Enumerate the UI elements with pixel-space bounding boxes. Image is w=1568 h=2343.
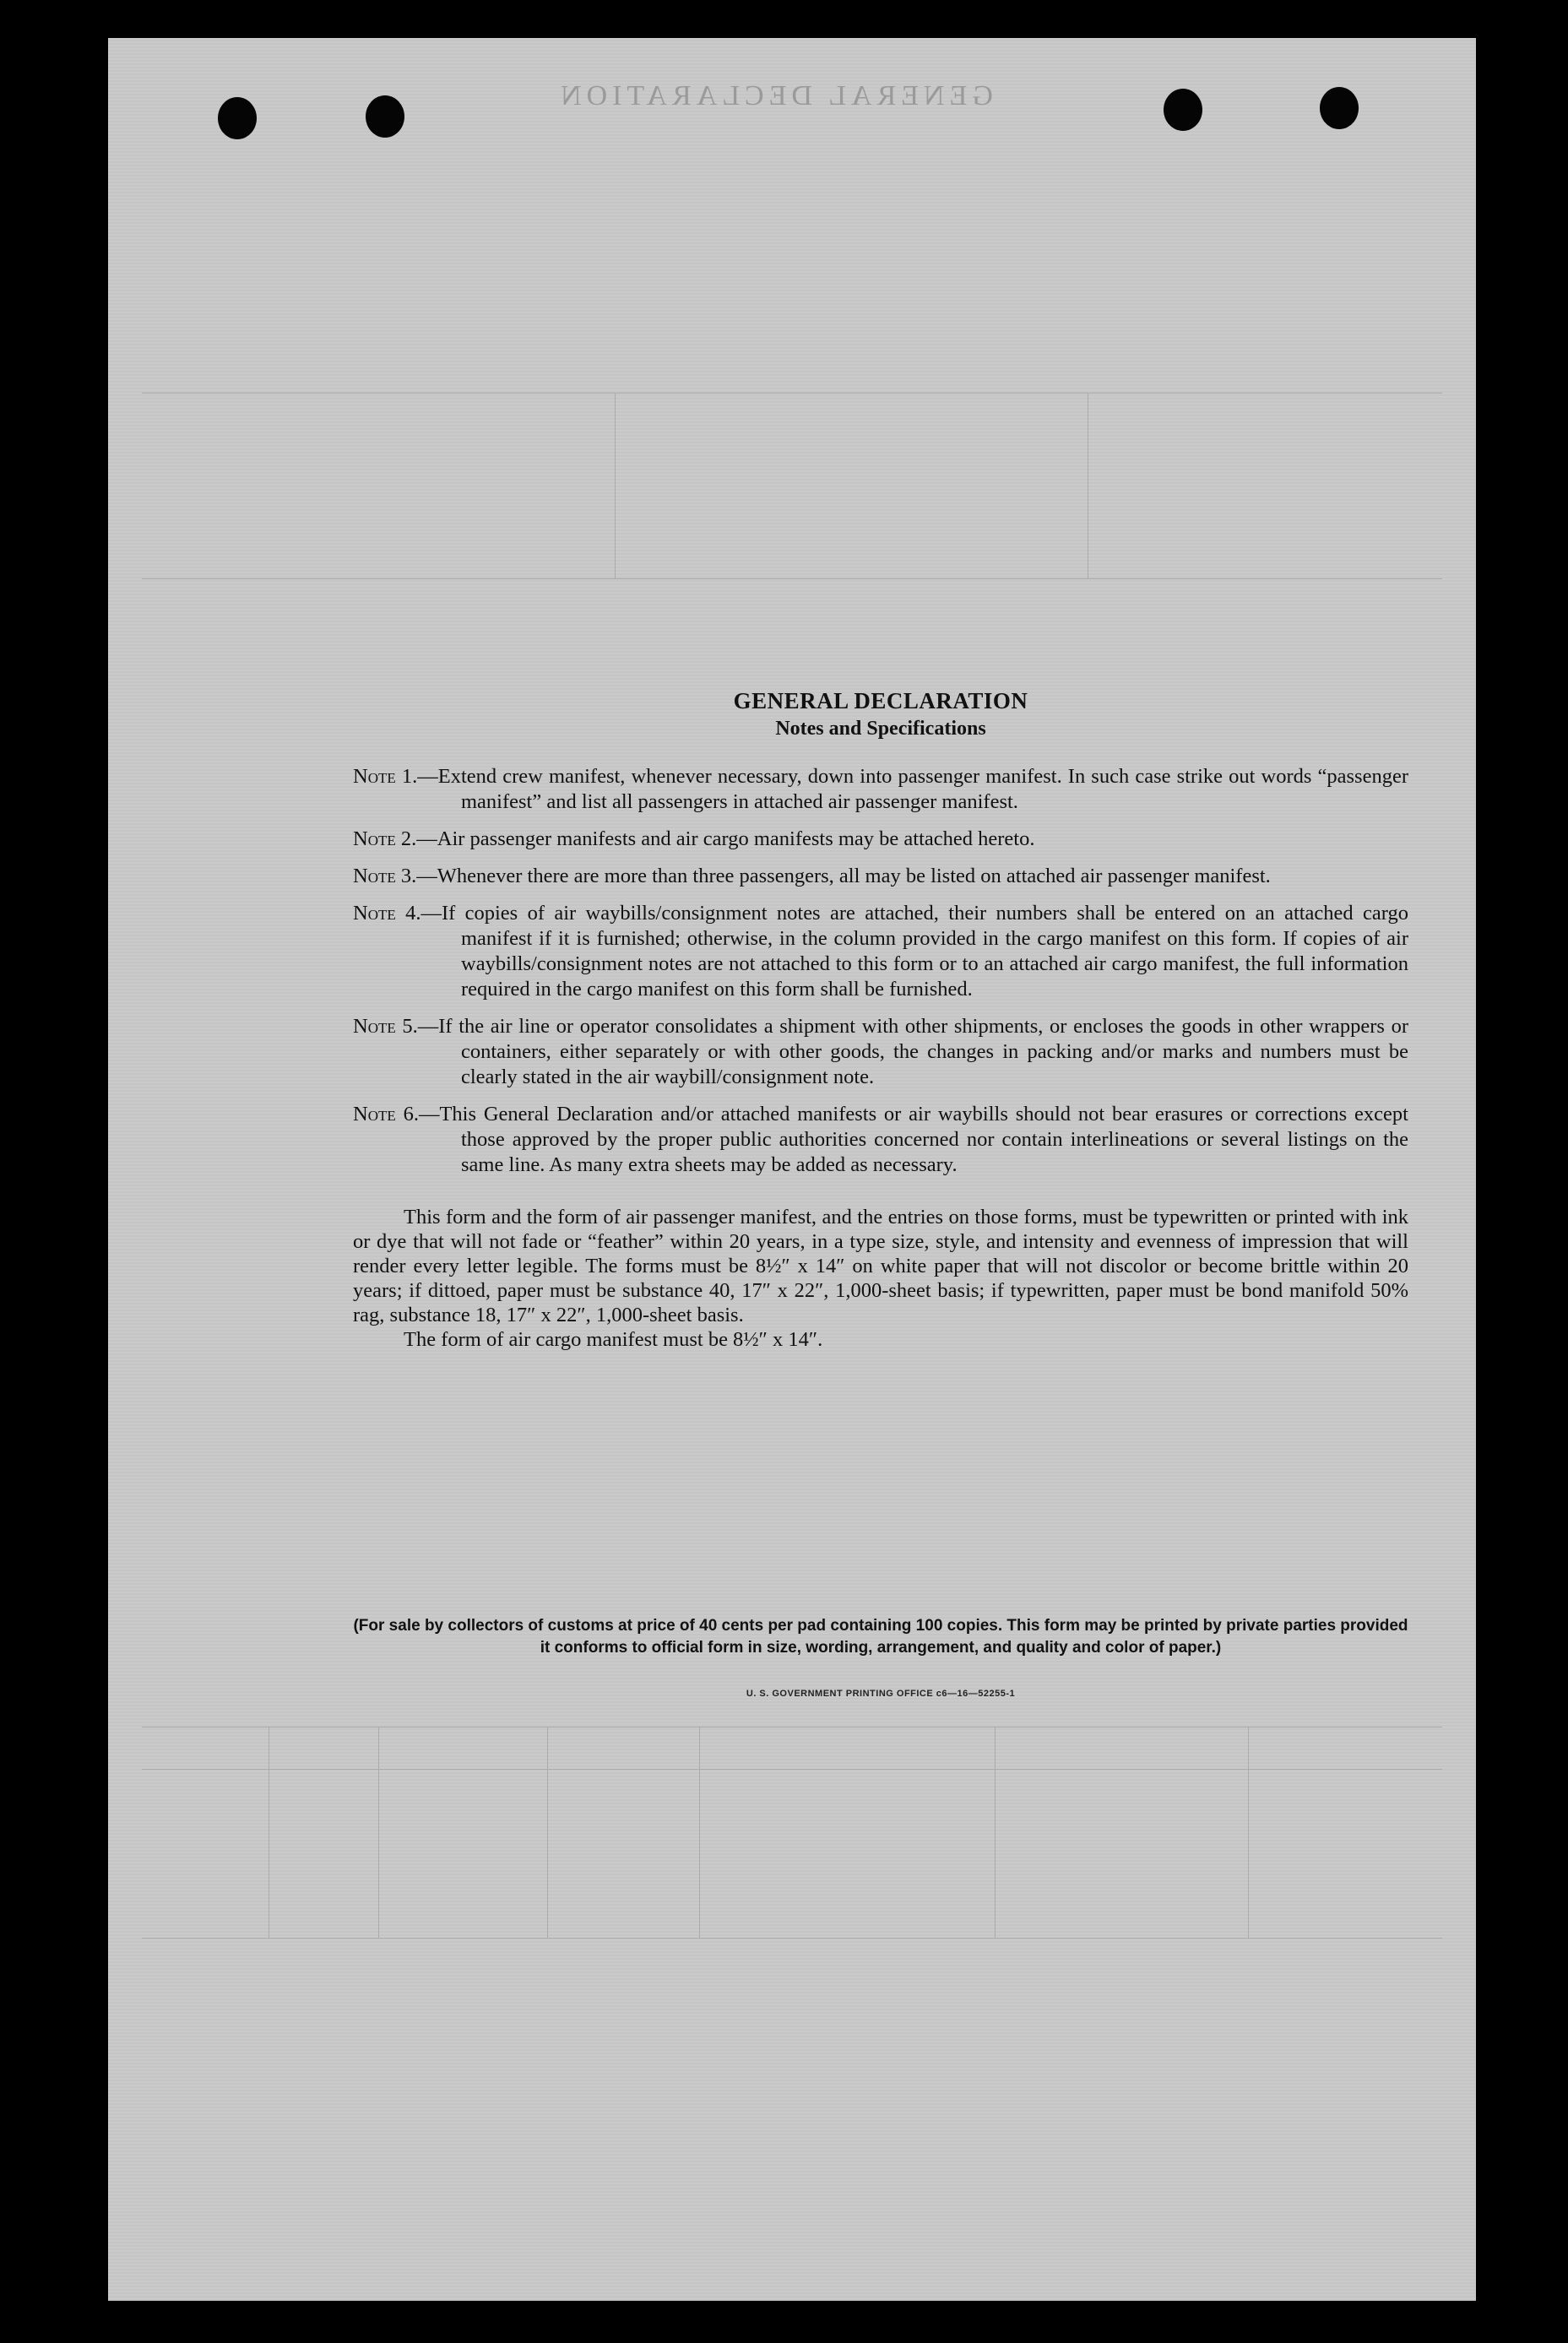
note-5 <box>353 1014 1408 1090</box>
note-4 <box>353 901 1408 1002</box>
note-label: Note 6. <box>353 1103 419 1125</box>
note-label: Note 4. <box>353 902 421 925</box>
punch-hole <box>218 97 257 139</box>
bleed-through-rule <box>547 1727 548 1938</box>
punch-hole <box>1320 87 1359 129</box>
punch-hole <box>366 95 404 138</box>
cargo-manifest-size-line: The form of air cargo manifest must be 8½″ x 14″. <box>404 1328 823 1351</box>
note-2 <box>353 827 1408 852</box>
note-text: —Whenever there are more than three passengers, all may be listed on attached air passenger manifest. <box>416 865 1271 887</box>
note-text: —This General Declaration and/or attached manifests or air waybills should not bear erasures or corrections except those approved by the proper public authorities concerned nor contain interlineations or several listings on the same line. As many extra sheets may be added as necessary. <box>418 1103 1408 1176</box>
punch-hole <box>1164 89 1202 131</box>
bleed-through-heading: GENERAL DECLARATION <box>556 80 993 111</box>
note-3 <box>353 864 1408 889</box>
page-subtitle: Notes and Specifications <box>775 718 986 740</box>
bleed-through-rule <box>615 393 616 578</box>
note-label: Note 5. <box>353 1015 418 1038</box>
note-label: Note 1. <box>353 765 418 788</box>
note-text: —If copies of air waybills/consignment notes are attached, their numbers shall be entered on an attached cargo manifest if it is furnished; otherwise, in the column provided in the cargo manifest on this form. If copies of air waybills/consignment notes are not attached to this form or to an attached air cargo manifest, the full information required in the cargo manifest on this form shall be furnished. <box>420 902 1408 1001</box>
note-text: —Air passenger manifests and air cargo manifests may be attached hereto. <box>416 827 1035 850</box>
note-text: —Extend crew manifest, whenever necessary, down into passenger manifest. In such case strike out words “passenger manifest” and list all passengers in attached air passenger manifest. <box>417 765 1409 813</box>
printer-imprint: U. S. GOVERNMENT PRINTING OFFICE c6—16—52255-1 <box>746 1689 1016 1699</box>
sale-note: (For sale by collectors of customs at price of 40 cents per pad containing 100 copies. This form may be printed by private parties provided it conforms to official form in size, wording, arrangement, and quality and color of paper.) <box>353 1617 1408 1657</box>
note-text: —If the air line or operator consolidates a shipment with other shipments, or encloses the goods in other wrappers or containers, either separately or with other goods, the changes in packing and/or marks and numbers must be clearly stated in the air waybill/consignment note. <box>417 1015 1408 1088</box>
bleed-through-rule <box>1248 1727 1249 1938</box>
notes-section <box>353 688 1408 1352</box>
bleed-through-rule <box>142 578 1442 579</box>
bleed-through-rule <box>699 1727 700 1938</box>
form-specification-paragraph: This form and the form of air passenger manifest, and the entries on those forms, must be typewritten or printed with ink or dye that will not fade or “feather” within 20 years, in a type size, style, and intensity and evenness of impression that will render every letter legible. The forms must be 8½″ x 14″ on white paper that will not discolor or become brittle within 20 years; if dittoed, paper must be substance 40, 17″ x 22″, 1,000-sheet basis; if typewritten, paper must be bond manifold 50% rag, substance 18, 17″ x 22″, 1,000-sheet basis. <box>353 1206 1408 1326</box>
note-1 <box>353 764 1408 815</box>
document-page <box>108 38 1476 2301</box>
bleed-through-rule <box>995 1727 996 1938</box>
note-label: Note 3. <box>353 865 417 887</box>
note-6 <box>353 1102 1408 1178</box>
page-title: GENERAL DECLARATION <box>733 688 1028 713</box>
bleed-through-rule <box>378 1727 379 1938</box>
note-label: Note 2. <box>353 827 417 850</box>
bleed-through-rule <box>142 1769 1442 1770</box>
bleed-through-rule <box>142 1938 1442 1939</box>
